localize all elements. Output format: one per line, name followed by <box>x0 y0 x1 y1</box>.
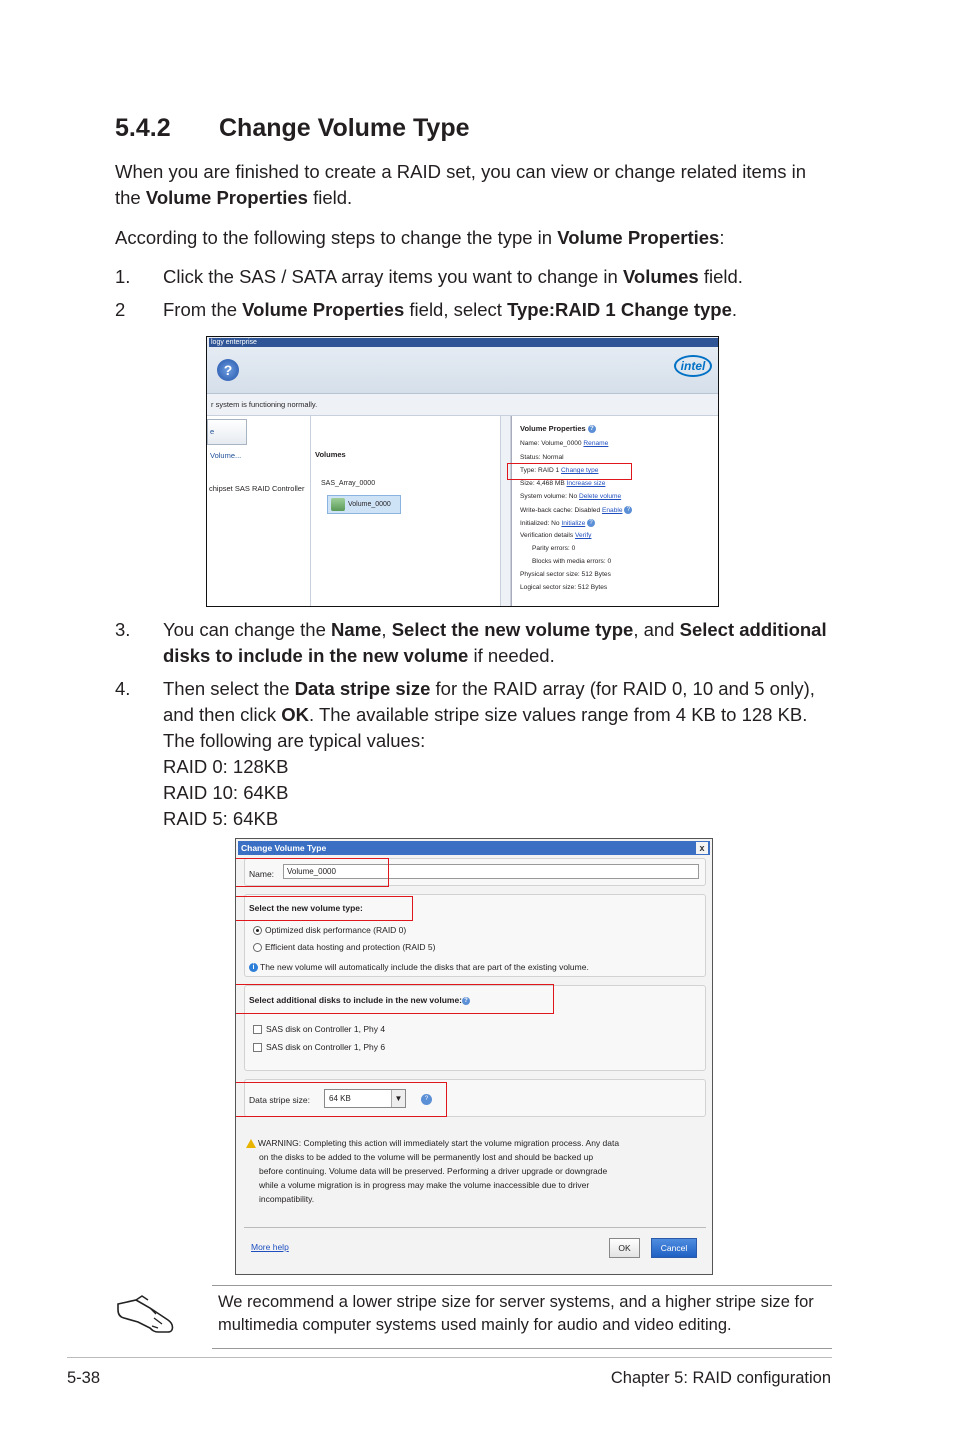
step-1 <box>115 264 835 290</box>
bold-text: Select additional disks to include in the new volume <box>163 619 827 666</box>
text: Volume Properties <box>520 424 586 433</box>
chapter-label: Chapter 5: RAID configuration <box>610 1369 831 1387</box>
highlight-box <box>235 984 554 1014</box>
text: field. <box>698 266 743 287</box>
checkbox-icon[interactable] <box>253 1025 262 1034</box>
bold-text: Data stripe size <box>294 678 431 699</box>
prop-label: Status: Normal <box>520 454 564 461</box>
name-label: Name: <box>249 869 275 879</box>
text: From the <box>163 299 243 320</box>
text: if needed. <box>468 645 555 666</box>
prop-label: Name: Volume_0000 <box>520 440 584 447</box>
warning-line: before continuing. Volume data will be preserved. Performing a driver upgrade or downgrade <box>259 1166 608 1176</box>
chevron-down-icon[interactable]: ▼ <box>391 1090 405 1107</box>
page-number: 5-38 <box>67 1369 101 1387</box>
prop-label: Size: 4,468 MB <box>520 480 567 487</box>
step-text <box>163 676 835 754</box>
help-icon[interactable]: ? <box>217 359 239 381</box>
help-icon[interactable]: ? <box>587 519 595 527</box>
prop-label: Verification details <box>520 532 575 539</box>
text: According to the following steps to change the type in <box>115 227 558 248</box>
warning-line: WARNING: Completing this action will immediately start the volume migration process. Any data <box>258 1138 620 1148</box>
bold-text: Volumes <box>622 266 699 287</box>
left-panel <box>207 416 311 606</box>
warning-line: on the disks to be added to the volume will be permanently lost and should be backed up <box>259 1152 594 1162</box>
text: Select additional disks to include in the new volume: <box>249 995 463 1005</box>
option-label: Optimized disk performance (RAID 0) <box>265 925 407 935</box>
section-title: Change Volume Type <box>219 114 470 142</box>
step-2 <box>115 297 835 323</box>
change-type-link[interactable]: Change type <box>561 467 599 474</box>
step-number: 4. <box>115 678 131 699</box>
bold-text: Volume Properties <box>242 299 405 320</box>
bold-text: Name <box>331 619 382 640</box>
radio-icon[interactable] <box>253 943 262 952</box>
volume-properties-panel <box>511 416 714 606</box>
text: Click the SAS / SATA array items you want to change in <box>163 266 623 287</box>
text: : <box>719 227 725 248</box>
radio-raid0[interactable] <box>253 925 406 935</box>
help-icon[interactable]: ? <box>588 425 596 433</box>
disk-checkbox-2[interactable] <box>253 1042 385 1052</box>
bold-text: Select the new volume type <box>391 619 634 640</box>
radio-raid5[interactable] <box>253 942 435 952</box>
help-icon[interactable]: ? <box>462 997 470 1005</box>
prop-physical-sector <box>520 571 611 578</box>
enable-link[interactable]: Enable <box>601 506 623 514</box>
app-header <box>207 337 718 394</box>
step-text <box>163 617 835 669</box>
text: You can change the <box>163 619 332 640</box>
name-input[interactable]: Volume_0000 <box>283 864 699 879</box>
create-volume-button[interactable]: e Volume... <box>207 419 247 445</box>
prop-label: Parity errors: 0 <box>532 545 576 552</box>
prop-initialized <box>520 519 595 527</box>
prop-status <box>520 454 564 461</box>
rst-screenshot <box>206 336 719 607</box>
initialize-link[interactable]: Initialize <box>561 519 586 527</box>
prop-label: Physical sector size: 512 Bytes <box>520 571 611 578</box>
panel-splitter[interactable] <box>501 416 511 606</box>
disk-label: SAS disk on Controller 1, Phy 6 <box>266 1042 386 1052</box>
stripe-size-label: Data stripe size: <box>249 1095 310 1105</box>
info-text: The new volume will automatically include the disks that are part of the existing volume. <box>260 962 589 972</box>
text: When you are finished to create a RAID set, you can view or change related items in the <box>115 161 807 208</box>
type-info <box>249 962 589 972</box>
footer-divider <box>244 1227 706 1228</box>
change-volume-type-dialog <box>235 838 713 1275</box>
footer-rule <box>67 1357 832 1358</box>
prop-media-errors <box>532 558 611 565</box>
cancel-button[interactable]: Cancel <box>651 1238 697 1258</box>
warning-line: while a volume migration is in progress may make the volume inaccessible due to driver <box>259 1180 590 1190</box>
selected-value: 64 KB <box>329 1094 351 1103</box>
bold-text: Volume Properties <box>145 187 308 208</box>
radio-selected-icon[interactable] <box>253 926 262 935</box>
step-number: 2 <box>115 299 126 320</box>
checkbox-icon[interactable] <box>253 1043 262 1052</box>
note-text: We recommend a lower stripe size for server systems, and a higher stripe size for multimedia computer systems used mainly for audio and video editing. <box>218 1293 814 1334</box>
text: field. <box>307 187 353 208</box>
volume-item[interactable] <box>327 495 401 514</box>
text: . The available stripe size values range from 4 KB to 128 KB. The following are typical values: <box>163 704 808 751</box>
more-help-link[interactable]: More help <box>251 1242 289 1252</box>
array-label[interactable]: SAS_Array_0000 <box>321 480 376 487</box>
section-number: 5.4.2 <box>115 114 171 142</box>
text: for the RAID array (for RAID 0, 10 and 5 only), and then click <box>163 678 815 725</box>
warning-line: incompatibility. <box>259 1194 315 1204</box>
delete-volume-link[interactable]: Delete volume <box>579 493 622 500</box>
help-icon[interactable]: ? <box>624 506 632 514</box>
prop-write-back <box>520 506 632 514</box>
step-number: 3. <box>115 619 131 640</box>
intro-paragraph-1 <box>115 159 835 211</box>
raid10-value: RAID 10: 64KB <box>163 782 289 803</box>
text: field, select <box>404 299 508 320</box>
warning-icon <box>246 1139 256 1148</box>
highlight-box <box>235 1082 447 1117</box>
raid0-value: RAID 0: 128KB <box>163 756 289 777</box>
text: . <box>731 299 738 320</box>
intro-paragraph-2 <box>115 225 835 251</box>
prop-logical-sector <box>520 584 607 591</box>
step-text <box>163 297 835 323</box>
disk-checkbox-1[interactable] <box>253 1024 385 1034</box>
verify-link[interactable]: Verify <box>574 532 592 539</box>
text: , <box>381 619 392 640</box>
prop-size <box>520 480 605 487</box>
prop-system-volume <box>520 493 621 500</box>
prop-parity <box>532 545 575 552</box>
status-bar: r system is functioning normally. <box>207 394 718 416</box>
option-label: Efficient data hosting and protection (RAID 5) <box>265 942 436 952</box>
prop-name <box>520 440 608 447</box>
disk-label: SAS disk on Controller 1, Phy 4 <box>266 1024 386 1034</box>
raid5-value: RAID 5: 64KB <box>163 808 279 829</box>
volume-label: Volume_0000 <box>348 501 391 508</box>
volume-properties-title <box>520 424 596 433</box>
prop-label: Logical sector size: 512 Bytes <box>520 584 608 591</box>
step-text <box>163 264 835 290</box>
prop-label: Type: RAID 1 <box>520 467 562 474</box>
prop-label: System volume: No <box>520 493 579 500</box>
section-heading <box>115 114 470 143</box>
note-rule-top <box>212 1285 832 1286</box>
rename-link[interactable]: Rename <box>583 440 609 447</box>
controller-label: chipset SAS RAID Controller <box>209 484 305 493</box>
volumes-header: Volumes <box>315 450 346 459</box>
help-icon[interactable]: ? <box>421 1094 432 1105</box>
bold-text: Volume Properties <box>557 227 720 248</box>
prop-label: Write-back cache: Disabled <box>520 506 602 514</box>
bold-text: Type:RAID 1 Change type <box>507 299 732 320</box>
volume-icon <box>331 498 345 511</box>
highlight-box <box>235 896 413 921</box>
text: Then select the <box>163 678 295 699</box>
note-rule-bottom <box>212 1348 832 1349</box>
text: Change Volume Type <box>241 843 327 853</box>
prop-verification <box>520 532 591 539</box>
prop-label: Blocks with media errors: 0 <box>532 558 612 565</box>
intel-logo: intel <box>674 355 712 377</box>
step-4 <box>115 676 835 832</box>
step-3 <box>115 617 835 669</box>
highlight-box <box>235 858 389 887</box>
volumes-panel <box>311 416 501 606</box>
app-title: logy enterprise <box>209 338 719 347</box>
bold-text: OK <box>281 704 310 725</box>
volume-type-label: Select the new volume type: <box>249 903 363 913</box>
text: , and <box>633 619 680 640</box>
warning-text <box>246 1136 619 1206</box>
info-icon: i <box>249 963 258 972</box>
highlight-box <box>507 463 632 480</box>
ok-button[interactable]: OK <box>609 1238 640 1258</box>
pointing-hand-icon <box>116 1292 178 1336</box>
step-number: 1. <box>115 266 131 287</box>
prop-label: Initialized: No <box>520 519 562 527</box>
increase-size-link[interactable]: Increase size <box>566 480 606 487</box>
close-icon[interactable]: x <box>696 842 708 854</box>
dialog-title <box>238 841 710 855</box>
